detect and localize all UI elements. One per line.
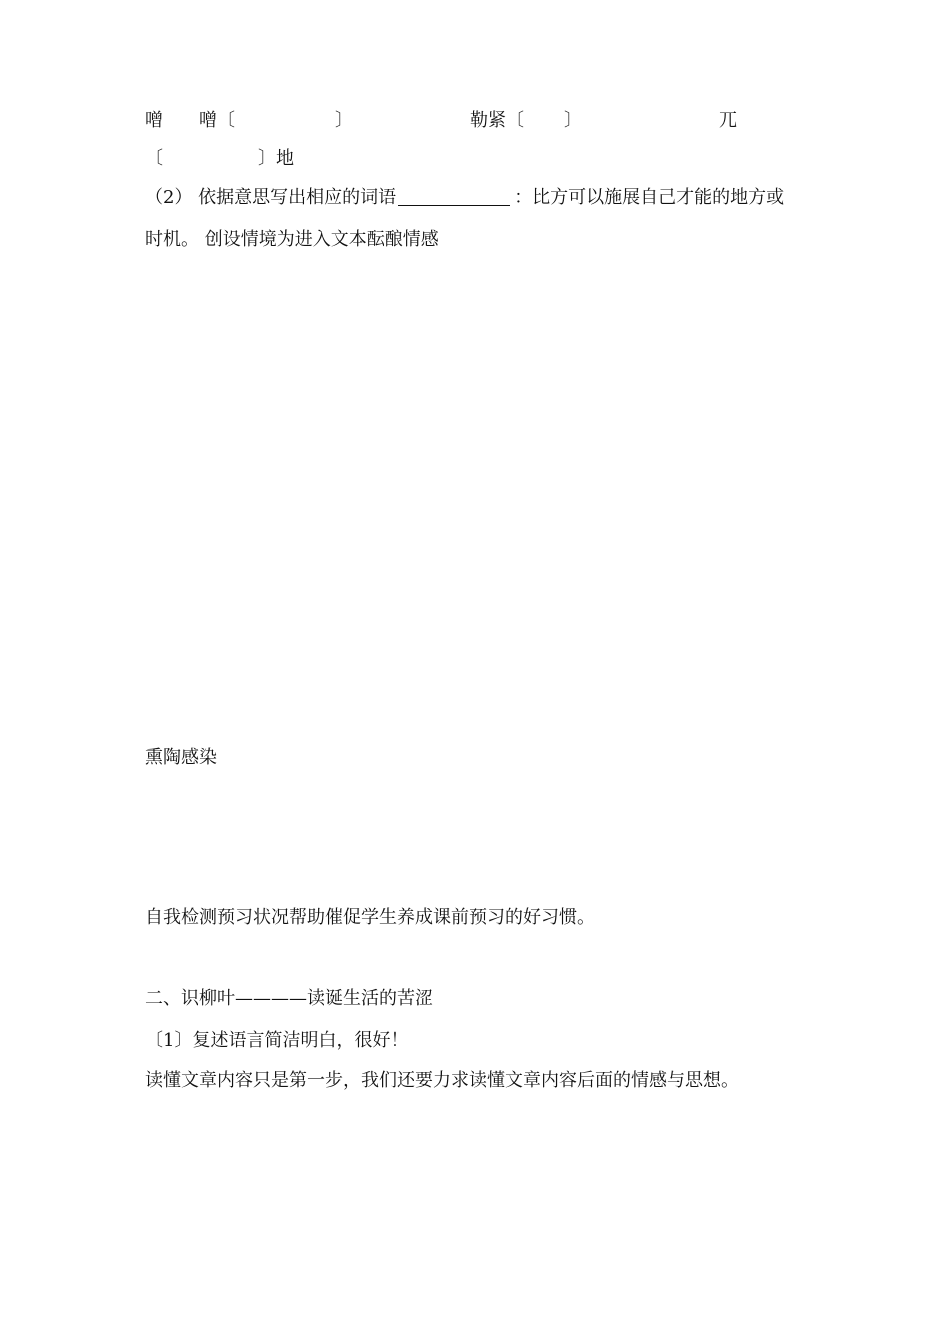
vocab-item-ceng: 噌 噌〔 xyxy=(145,110,235,131)
vocab-item-ceng-close: 〕 xyxy=(335,110,353,131)
self-check-text: 自我检测预习状况帮助催促学生养成课前预习的好习惯。 xyxy=(145,907,595,928)
question-2-continuation: 时机。 创设情境为进入文本酝酿情感 xyxy=(145,229,439,250)
question-2 xyxy=(145,186,784,210)
section-2-title: 二、识柳叶————读诞生活的苦涩 xyxy=(145,988,433,1009)
question-2-suffix: ：比方可以施展自己才能的地方或 xyxy=(514,187,785,208)
vocab-item-lejin-close: 〕 xyxy=(564,110,582,131)
item-1-text: 〔1〕复述语言简洁明白，很好！ xyxy=(145,1030,409,1051)
closing-text: 读懂文章内容只是第一步，我们还要力求读懂文章内容后面的情感与思想。 xyxy=(145,1070,739,1091)
vocab-item-lejin: 勒紧〔 xyxy=(470,110,524,131)
vocab-item-di-open: 〔 xyxy=(145,148,163,169)
vocab-item-di: 〕地 xyxy=(258,148,294,169)
question-2-prefix: （2） 依据意思写出相应的词语 xyxy=(145,187,397,208)
answer-blank[interactable] xyxy=(398,187,510,206)
vocab-item-wu: 兀 xyxy=(719,110,737,131)
influence-text: 熏陶感染 xyxy=(145,747,217,768)
